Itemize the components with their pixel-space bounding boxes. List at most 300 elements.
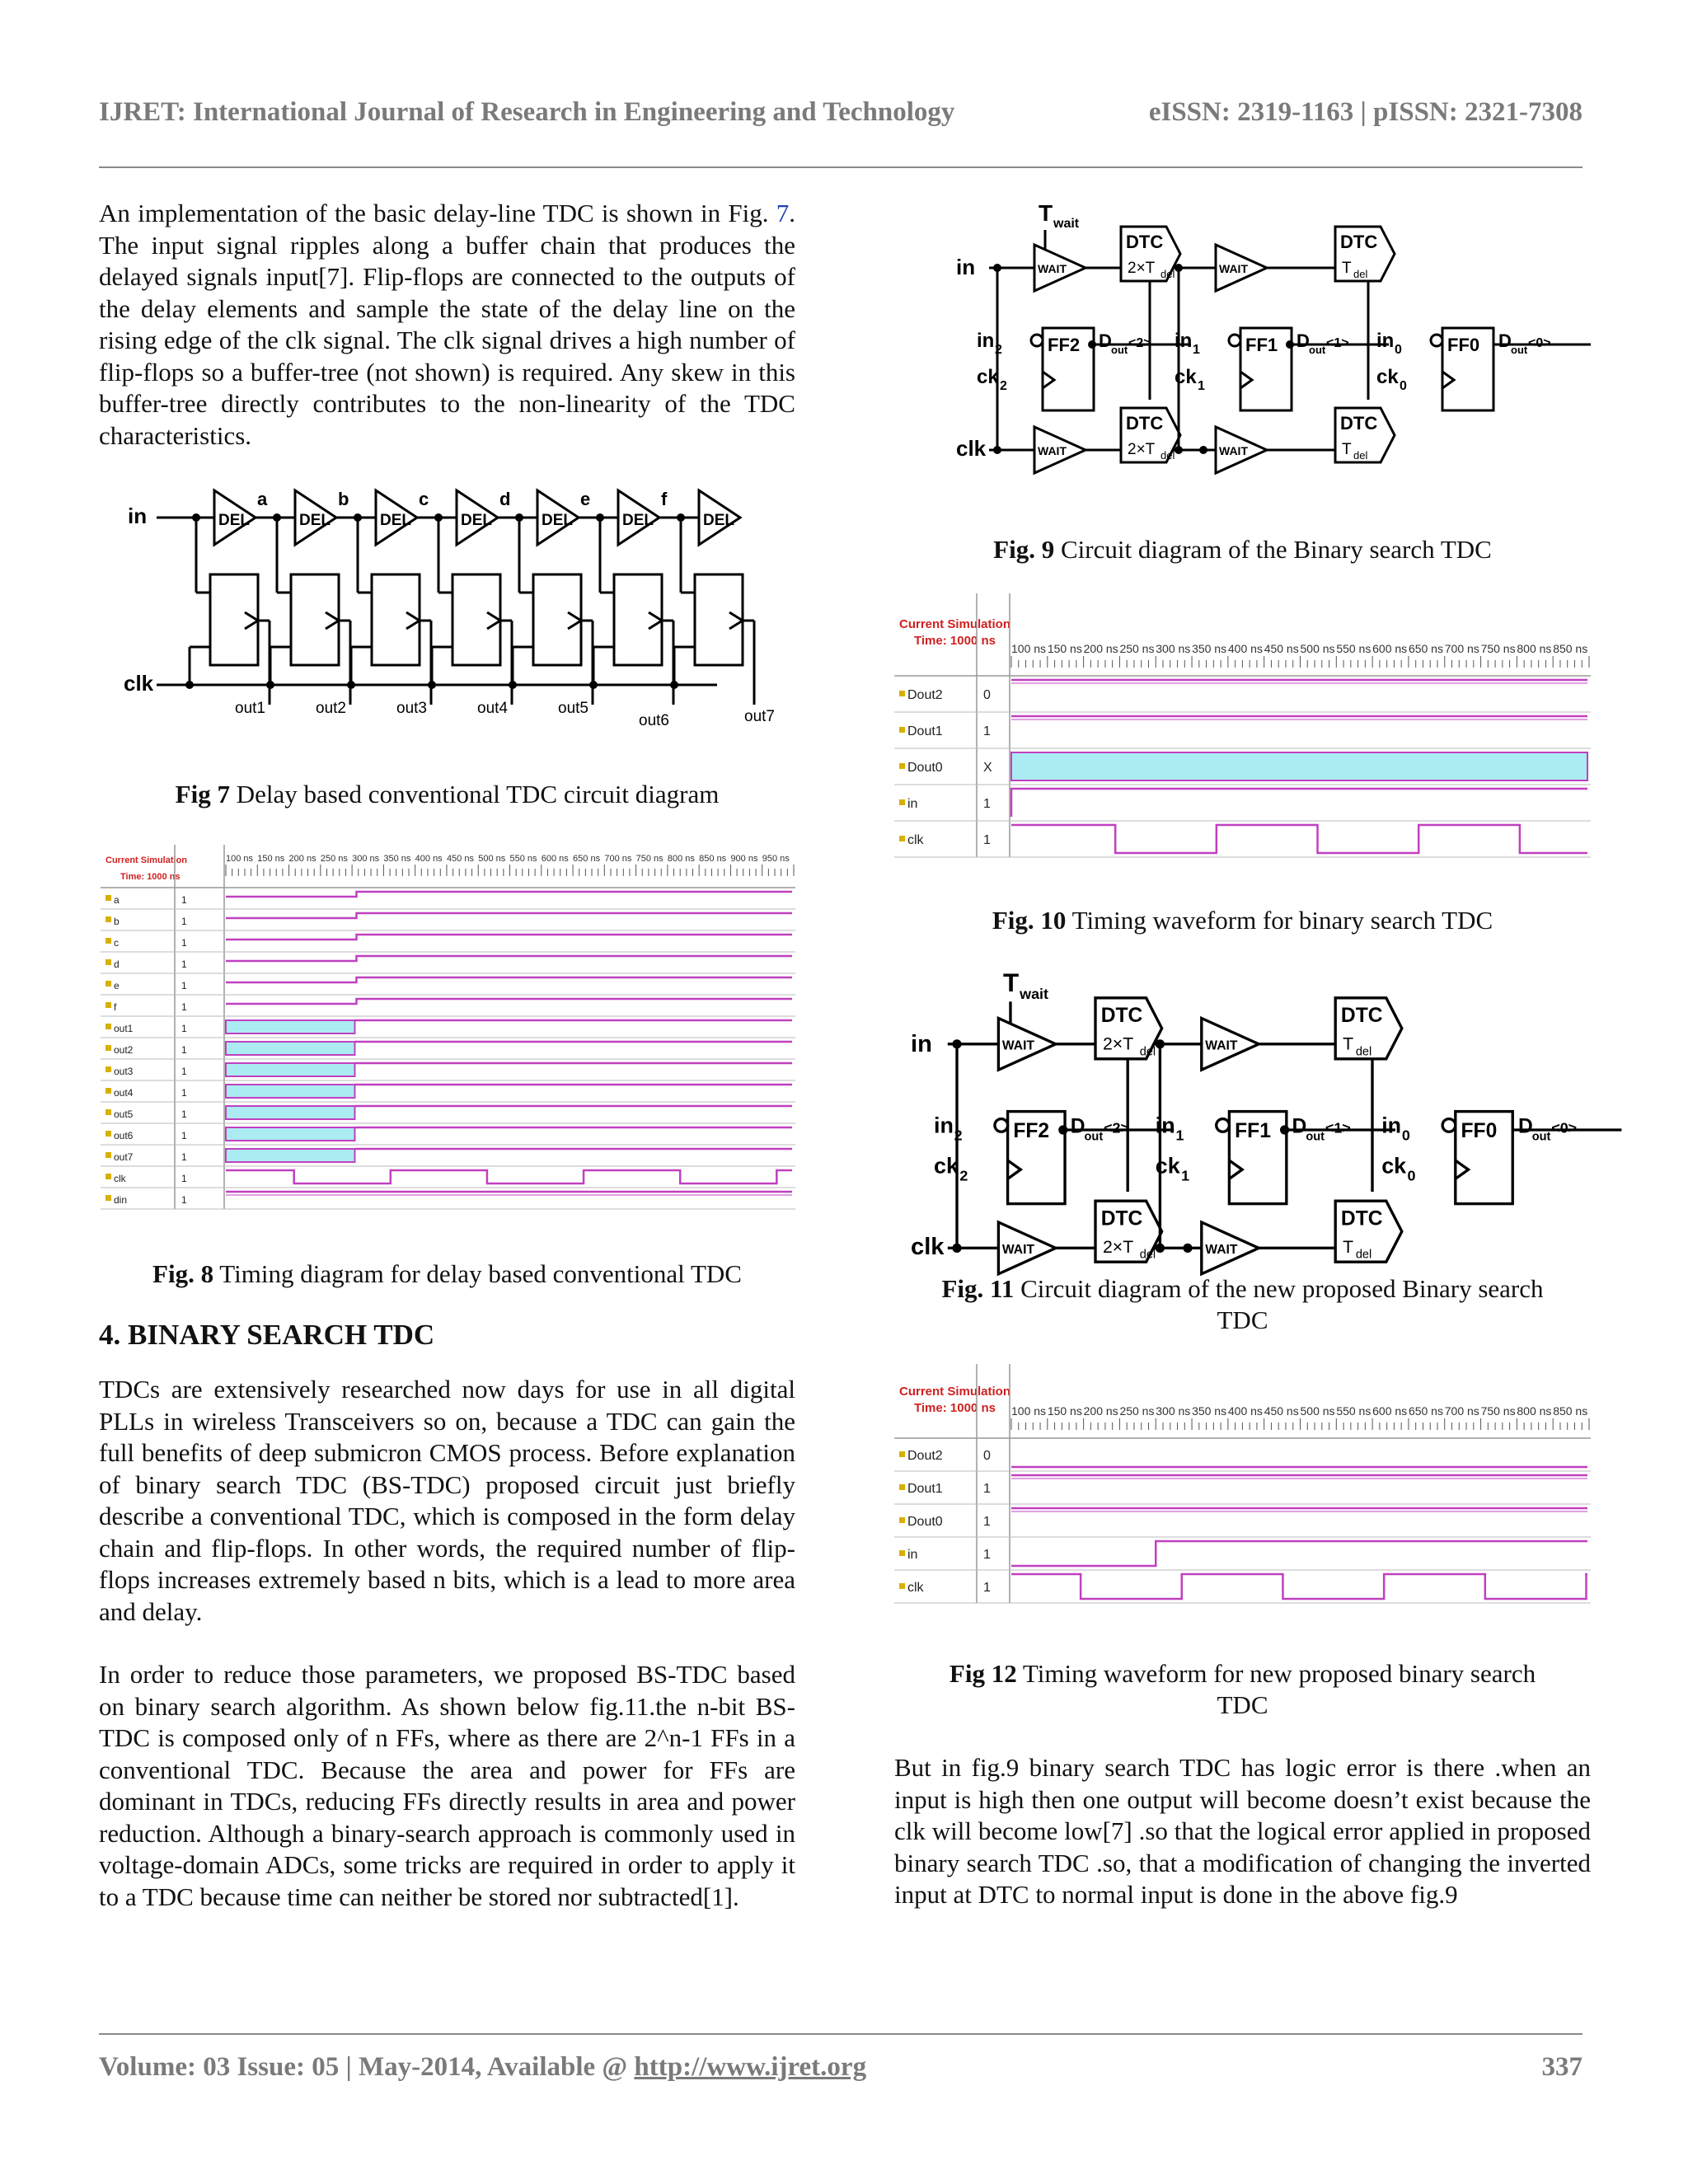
sim-time: Time: 1000 ns: [120, 872, 181, 882]
x-state-region: [226, 1020, 354, 1033]
signal-name: out2: [114, 1044, 134, 1056]
del-sub: del: [1353, 268, 1368, 280]
dout-label: D: [1498, 330, 1512, 351]
dout-bits: <0>: [1528, 336, 1551, 350]
time-tick-label: 150 ns: [257, 854, 285, 864]
time-tick-label: 250 ns: [1119, 1404, 1155, 1418]
clk-label: clk: [956, 436, 987, 461]
signal-name: b: [114, 916, 120, 927]
t-wait-label: T: [1003, 968, 1020, 997]
signal-value: 1: [181, 1001, 187, 1013]
fig7-tap-node: [192, 513, 200, 522]
dtc-label: DTC: [1126, 232, 1164, 252]
signal-icon: [106, 959, 111, 965]
wave-bg: [894, 1364, 1591, 1608]
ff-ck-sub: 2: [959, 1167, 968, 1184]
signal-value: 1: [181, 1044, 187, 1056]
in-label: in: [956, 255, 976, 279]
ff-in-label: in: [1175, 330, 1193, 352]
time-tick-label: 950 ns: [762, 854, 790, 864]
signal-icon: [899, 1484, 905, 1490]
time-tick-label: 250 ns: [1119, 642, 1155, 655]
fig7-tap-node: [273, 513, 281, 522]
dout-label: D: [1292, 1115, 1307, 1138]
signal-icon: [899, 1451, 905, 1457]
x-state-region: [226, 1127, 354, 1141]
del-sub: del: [1139, 1045, 1156, 1059]
signal-icon: [899, 799, 905, 805]
fig7-clk-node: [670, 681, 678, 689]
dtc-delay-label: 2×T: [1102, 1236, 1134, 1257]
fig12-timing-waveform: [894, 1364, 1591, 1611]
dout-sub: out: [1306, 1130, 1325, 1144]
time-tick-label: 850 ns: [699, 854, 727, 864]
fig7-tap-label: e: [580, 489, 591, 509]
signal-icon: [106, 981, 111, 987]
dtc-label: DTC: [1340, 1004, 1383, 1027]
signal-name: Dout0: [907, 1515, 943, 1529]
dout-sub: out: [1111, 344, 1128, 356]
time-tick-label: 700 ns: [604, 854, 632, 864]
signal-icon: [106, 1088, 111, 1094]
dtc-label: DTC: [1340, 413, 1378, 434]
fig7-out-label: out2: [316, 700, 346, 717]
dtc-delay-label: T: [1343, 1033, 1354, 1054]
ff-ck-label: ck: [1376, 366, 1399, 388]
ff-in-sub: 0: [1401, 1127, 1410, 1144]
fig7-caption: Fig 7 Delay based conventional TDC circuit diagram: [175, 780, 720, 808]
dtc-delay-label: 2×T: [1102, 1033, 1134, 1054]
signal-name: Dout0: [907, 761, 943, 775]
time-tick-label: 350 ns: [383, 854, 411, 864]
signal-value: 1: [983, 1548, 991, 1562]
wait-label: WAIT: [1219, 444, 1248, 457]
time-tick-label: 400 ns: [1227, 1404, 1263, 1418]
time-tick-label: 800 ns: [667, 854, 695, 864]
time-tick-label: 800 ns: [1517, 1404, 1552, 1418]
time-tick-label: 550 ns: [1336, 642, 1372, 655]
fig9-caption: Fig. 9 Circuit diagram of the Binary search TDC: [993, 535, 1492, 564]
signal-name: Dout2: [907, 688, 943, 702]
junction-node: [993, 264, 1001, 272]
time-tick-label: 750 ns: [1480, 1404, 1516, 1418]
ff-label: FF0: [1461, 1119, 1498, 1142]
del-sub: del: [1355, 1248, 1372, 1262]
t-wait-sub: wait: [1020, 985, 1048, 1002]
signal-icon: [106, 1174, 111, 1179]
fig7-out-label: out4: [477, 700, 508, 717]
time-tick-label: 350 ns: [1192, 1404, 1227, 1418]
signal-value: 1: [983, 1515, 991, 1529]
ff-ck-sub: 1: [1181, 1167, 1190, 1184]
junction-node: [1156, 1039, 1165, 1048]
fig7-clk-node: [428, 681, 436, 689]
junction-node: [1088, 340, 1096, 349]
wait-label: WAIT: [1219, 262, 1248, 275]
ff-ck-sub: 2: [1000, 379, 1007, 393]
t-wait-sub: wait: [1053, 217, 1080, 231]
x-state-region: [226, 1042, 354, 1055]
signal-name: din: [114, 1194, 128, 1206]
t-wait-label: T: [1039, 200, 1053, 226]
signal-value: 1: [983, 1581, 991, 1595]
signal-name: Dout1: [907, 1482, 943, 1496]
ff-ck-label: ck: [934, 1153, 959, 1179]
signal-name: e: [114, 980, 120, 991]
time-tick-label: 700 ns: [1444, 642, 1479, 655]
fig7-del-label: DEL: [622, 512, 654, 529]
ff-in-sub: 1: [1175, 1127, 1184, 1144]
signal-name: out7: [114, 1151, 134, 1163]
dtc-label: DTC: [1340, 1207, 1383, 1230]
signal-name: c: [114, 937, 119, 949]
signal-icon: [106, 1024, 111, 1029]
dtc-delay-label: 2×T: [1128, 441, 1156, 458]
time-tick-label: 400 ns: [1227, 642, 1263, 655]
ff-label: FF0: [1447, 335, 1480, 355]
del-sub: del: [1139, 1248, 1156, 1262]
time-tick-label: 600 ns: [541, 854, 569, 864]
x-state-region: [226, 1085, 354, 1098]
page-number: 337: [1541, 2052, 1582, 2082]
junction-node: [1175, 264, 1183, 272]
time-tick-label: 450 ns: [1264, 642, 1299, 655]
signal-name: d: [114, 958, 120, 970]
fig7-out-label: out3: [396, 700, 427, 717]
ff-ck-sub: 0: [1400, 379, 1407, 393]
fig7-clk-node: [185, 681, 194, 689]
dout-bits: <0>: [1551, 1119, 1578, 1137]
ff-in-label: in: [1155, 1113, 1175, 1138]
signal-icon: [106, 1195, 111, 1201]
sim-time: Time: 1000 ns: [914, 634, 996, 648]
dtc-delay-label: 2×T: [1128, 260, 1156, 277]
time-tick-label: 150 ns: [1047, 1404, 1082, 1418]
fig7-del-label: DEL: [299, 512, 331, 529]
x-state-region: [226, 1063, 354, 1076]
footer-rule: [99, 2033, 1582, 2035]
signal-value: X: [983, 761, 992, 775]
signal-value: 1: [181, 980, 187, 991]
fig7-clk-node: [347, 681, 355, 689]
fig11-caption: Fig. 11 Circuit diagram of the new proposed Binary search TDC: [941, 1274, 1544, 1334]
time-tick-label: 900 ns: [730, 854, 758, 864]
signal-icon: [899, 1583, 905, 1589]
wait-label: WAIT: [1001, 1243, 1035, 1258]
signal-value: 1: [181, 1066, 187, 1077]
fig7-tap-node: [677, 513, 685, 522]
wave-bg: [894, 593, 1591, 862]
signal-name: in: [907, 797, 918, 811]
signal-name: out3: [114, 1066, 134, 1077]
dtc-label: DTC: [1340, 232, 1378, 252]
time-tick-label: 450 ns: [446, 854, 474, 864]
time-tick-label: 500 ns: [1300, 642, 1335, 655]
dout-label: D: [1070, 1115, 1085, 1138]
time-tick-label: 800 ns: [1517, 642, 1552, 655]
journal-title: IJRET: International Journal of Research in Engineering and Technology: [99, 97, 955, 127]
fig7-del-label: DEL: [703, 512, 734, 529]
fig7-tap-label: a: [257, 489, 268, 509]
fig7-tap-label: d: [499, 489, 511, 509]
issn: eISSN: 2319-1163 | pISSN: 2321-7308: [1148, 97, 1582, 127]
junction-node: [1286, 340, 1294, 349]
time-tick-label: 450 ns: [1264, 1404, 1299, 1418]
running-header: [99, 97, 1582, 138]
signal-name: clk: [907, 1581, 924, 1595]
dtc-label: DTC: [1126, 413, 1164, 434]
ff-ck-sub: 0: [1407, 1167, 1416, 1184]
sim-time: Time: 1000 ns: [914, 1401, 996, 1415]
junction-node: [1175, 446, 1183, 454]
del-sub: del: [1353, 449, 1368, 462]
signal-icon: [899, 1517, 905, 1523]
fig7-tap-node: [515, 513, 523, 522]
signal-value: 1: [181, 1087, 187, 1099]
fig10-timing-waveform: [894, 593, 1591, 874]
header-rule: [99, 166, 1582, 168]
time-tick-label: 850 ns: [1553, 642, 1588, 655]
signal-value: 1: [181, 1194, 187, 1206]
fig7-del-label: DEL: [542, 512, 573, 529]
ff-ck-label: ck: [1175, 366, 1197, 388]
time-tick-label: 700 ns: [1444, 1404, 1479, 1418]
ff-ck-sub: 1: [1198, 379, 1205, 393]
signal-value: 1: [181, 1023, 187, 1034]
dtc-label: DTC: [1100, 1207, 1143, 1230]
time-tick-label: 850 ns: [1553, 1404, 1588, 1418]
signal-icon: [106, 1109, 111, 1115]
signal-value: 1: [181, 937, 187, 949]
signal-icon: [106, 1152, 111, 1158]
fig7-link[interactable]: 7: [776, 199, 790, 227]
dout-sub: out: [1309, 344, 1326, 356]
signal-icon: [106, 1066, 111, 1072]
signal-value: 1: [181, 916, 187, 927]
fig7-clk-node: [589, 681, 598, 689]
ff-label: FF1: [1245, 335, 1278, 355]
time-tick-label: 100 ns: [1011, 1404, 1047, 1418]
dout-bits: <1>: [1326, 336, 1349, 350]
ff-label: FF1: [1235, 1119, 1271, 1142]
fig7-tap-node: [434, 513, 443, 522]
fig7-clk-node: [509, 681, 517, 689]
time-tick-label: 550 ns: [509, 854, 537, 864]
junction-node: [1183, 1244, 1192, 1253]
signal-icon: [899, 691, 905, 696]
dout-sub: out: [1531, 1130, 1551, 1144]
time-tick-label: 300 ns: [1156, 642, 1191, 655]
ff-label: FF2: [1048, 335, 1081, 355]
time-tick-label: 150 ns: [1047, 642, 1082, 655]
time-tick-label: 500 ns: [1300, 1404, 1335, 1418]
time-tick-label: 200 ns: [1083, 1404, 1118, 1418]
time-tick-label: 100 ns: [1011, 642, 1047, 655]
fig9-binary-search-circuit: [956, 200, 1550, 497]
fig7-out-label: out6: [639, 712, 669, 729]
ff-ck-label: ck: [1155, 1153, 1180, 1179]
clk-label: clk: [911, 1234, 945, 1261]
fig7-del-label: DEL: [380, 512, 411, 529]
journal-url-link[interactable]: http://www.ijret.org: [634, 2052, 867, 2082]
fig12-caption: Fig 12 Timing waveform for new proposed binary search TDC: [949, 1659, 1536, 1719]
del-sub: del: [1355, 1045, 1372, 1059]
x-state-region: [226, 1106, 354, 1119]
time-tick-label: 750 ns: [1480, 642, 1516, 655]
signal-value: 1: [181, 958, 187, 970]
fig8-timing-diagram: [101, 845, 795, 1224]
junction-node: [1199, 446, 1207, 454]
wait-label: WAIT: [1001, 1038, 1035, 1053]
time-tick-label: 600 ns: [1372, 1404, 1408, 1418]
ff-in-sub: 2: [995, 343, 1002, 357]
signal-value: 1: [181, 1108, 187, 1120]
ff-in-label: in: [977, 330, 995, 352]
paragraph-intro: An implementation of the basic delay-line TDC is shown in Fig. 7. The input signal ripples along a buffer chain that produces the delayed signals input[7]. Flip-flops are connected to the outputs of the delay elements and sample the state of the delay line on the rising edge of the clk signal. The clk signal drives a high number of flip-flops so a buffer-tree (not shown) is required. Any skew in this buffer-tree directly contributes to the non-linearity of the TDC characteristics.: [99, 199, 795, 450]
signal-icon: [106, 1002, 111, 1008]
dout-bits: <2>: [1128, 336, 1151, 350]
paragraph-bs-tdc: TDCs are extensively researched now days for use in all digital PLLs in wireless Transceivers so on, because a TDC can gain the full benefits of deep submicron CMOS process. Before explanation of binary search TDC (BS-TDC) proposed circuit just briefly describe a conventional TDC, which is composed in the form delay chain and flip-flops. In other words, the required number of flip-flops increases extremely based n bits, which is a lead to more area and delay. In order to reduce those parameters, we proposed BS-TDC based on binary search algorithm. As shown below fig.11.the n-bit BS-TDC is composed only of n FFs, where as there are 2^n-1 FFs in a conventional TDC. Because the area and power for FFs are dominant in TDCs, reducing FFs directly results in area and power reduction. Although a binary-search approach is commonly used in voltage-domain ADCs, some tricks are required in order to apply it to a TDC because time can neither be stored nor subtracted[1].: [99, 1375, 795, 1911]
ff-in-label: in: [1381, 1113, 1402, 1138]
time-tick-label: 600 ns: [1372, 642, 1408, 655]
in-label: in: [911, 1030, 932, 1057]
signal-value: 1: [181, 1173, 187, 1184]
paragraph-logic-error: But in fig.9 binary search TDC has logic error is there .when an input is high then one output will become doesn’t exist because the clk will become low[7] .so that the logical error applied in proposed binary search TDC .so, that a modification of changing the inverted input at DTC to normal input is done in the above fig.9: [894, 1753, 1591, 1909]
dout-label: D: [1296, 330, 1310, 351]
time-tick-label: 650 ns: [1408, 642, 1443, 655]
time-tick-label: 750 ns: [635, 854, 663, 864]
junction-node: [993, 446, 1001, 454]
ff-in-sub: 0: [1395, 343, 1402, 357]
signal-name: out4: [114, 1087, 134, 1099]
time-tick-label: 550 ns: [1336, 1404, 1372, 1418]
signal-value: 1: [983, 833, 991, 847]
wait-label: WAIT: [1205, 1243, 1238, 1258]
signal-icon: [106, 1045, 111, 1051]
fig7-out-label: out7: [744, 708, 775, 725]
wait-label: WAIT: [1205, 1038, 1238, 1053]
fig7-out-label: out1: [235, 700, 265, 717]
wave-bg: [101, 845, 795, 1214]
signal-icon: [106, 1131, 111, 1137]
ff-in-label: in: [934, 1113, 954, 1138]
signal-name: out5: [114, 1108, 134, 1120]
dtc-delay-label: T: [1342, 260, 1352, 277]
time-tick-label: 100 ns: [226, 854, 254, 864]
del-sub: del: [1160, 449, 1175, 462]
ff-in-sub: 2: [954, 1127, 963, 1144]
signal-value: 1: [983, 797, 991, 811]
signal-icon: [106, 916, 111, 922]
dtc-delay-label: T: [1343, 1236, 1354, 1257]
junction-node: [1156, 1244, 1165, 1253]
signal-name: a: [114, 894, 120, 906]
fig8-caption: Fig. 8 Timing diagram for delay based conventional TDC: [152, 1259, 742, 1288]
time-tick-label: 350 ns: [1192, 642, 1227, 655]
junction-node: [952, 1244, 961, 1253]
fig7-delay-line-circuit: [115, 482, 775, 729]
signal-value: 1: [983, 724, 991, 738]
ff-in-label: in: [1376, 330, 1395, 352]
signal-icon: [899, 1550, 905, 1556]
time-tick-label: 200 ns: [288, 854, 316, 864]
time-tick-label: 200 ns: [1083, 642, 1118, 655]
signal-icon: [106, 895, 111, 901]
fig7-out-label: out5: [558, 700, 588, 717]
ff-label: FF2: [1013, 1119, 1050, 1142]
signal-value: 1: [181, 1151, 187, 1163]
signal-name: in: [907, 1548, 918, 1562]
signal-name: clk: [114, 1173, 126, 1184]
signal-name: out6: [114, 1130, 134, 1141]
fig7-tap-label: b: [338, 489, 349, 509]
junction-node: [952, 1039, 961, 1048]
signal-value: 1: [983, 1482, 991, 1496]
dout-bits: <2>: [1104, 1119, 1129, 1137]
signal-name: out1: [114, 1023, 134, 1034]
x-state-region: [226, 1149, 354, 1162]
fig7-clk-label: clk: [124, 671, 154, 696]
dtc-label: DTC: [1100, 1004, 1143, 1027]
dtc-delay-label: T: [1342, 441, 1352, 458]
signal-icon: [899, 763, 905, 769]
x-state-region: [1011, 752, 1587, 780]
signal-value: 0: [983, 1449, 991, 1463]
fig10-caption: Fig. 10 Timing waveform for binary search TDC: [992, 906, 1493, 935]
time-tick-label: 500 ns: [478, 854, 506, 864]
fig7-del-label: DEL: [461, 512, 492, 529]
junction-node: [1058, 1125, 1067, 1134]
dout-bits: <1>: [1325, 1119, 1351, 1137]
signal-name: f: [114, 1001, 117, 1013]
dout-sub: out: [1511, 344, 1528, 356]
fig7-clk-node: [266, 681, 274, 689]
time-tick-label: 300 ns: [1156, 1404, 1191, 1418]
footer: Volume: 03 Issue: 05 | May-2014, Available @ http://www.ijret.org 337: [99, 2052, 1582, 2082]
sim-title: Current Simulation: [899, 617, 1011, 631]
ff-ck-label: ck: [977, 366, 999, 388]
dout-sub: out: [1084, 1130, 1104, 1144]
section-title: 4. BINARY SEARCH TDC: [99, 1319, 435, 1351]
fig11-proposed-circuit: [911, 968, 1595, 1262]
fig7-tap-node: [354, 513, 362, 522]
fig7-tap-label: f: [661, 489, 668, 509]
del-sub: del: [1160, 268, 1175, 280]
time-tick-label: 650 ns: [573, 854, 601, 864]
wait-label: WAIT: [1038, 444, 1067, 457]
signal-name: Dout1: [907, 724, 943, 738]
signal-value: 1: [181, 1130, 187, 1141]
time-tick-label: 250 ns: [320, 854, 348, 864]
sim-title: Current Simulation: [899, 1385, 1011, 1399]
signal-value: 0: [983, 688, 991, 702]
time-tick-label: 400 ns: [415, 854, 443, 864]
signal-icon: [106, 938, 111, 944]
junction-node: [1280, 1125, 1289, 1134]
fig7-in-label: in: [128, 504, 148, 528]
signal-name: clk: [907, 833, 924, 847]
time-tick-label: 650 ns: [1408, 1404, 1443, 1418]
ff-in-sub: 1: [1193, 343, 1200, 357]
dout-label: D: [1099, 330, 1112, 351]
ff-ck-label: ck: [1381, 1153, 1407, 1179]
sim-title: Current Simulation: [106, 855, 188, 865]
signal-icon: [899, 836, 905, 841]
signal-name: Dout2: [907, 1449, 943, 1463]
fig7-tap-label: c: [419, 489, 429, 509]
dout-label: D: [1517, 1115, 1533, 1138]
fig7-del-label: DEL: [218, 512, 250, 529]
